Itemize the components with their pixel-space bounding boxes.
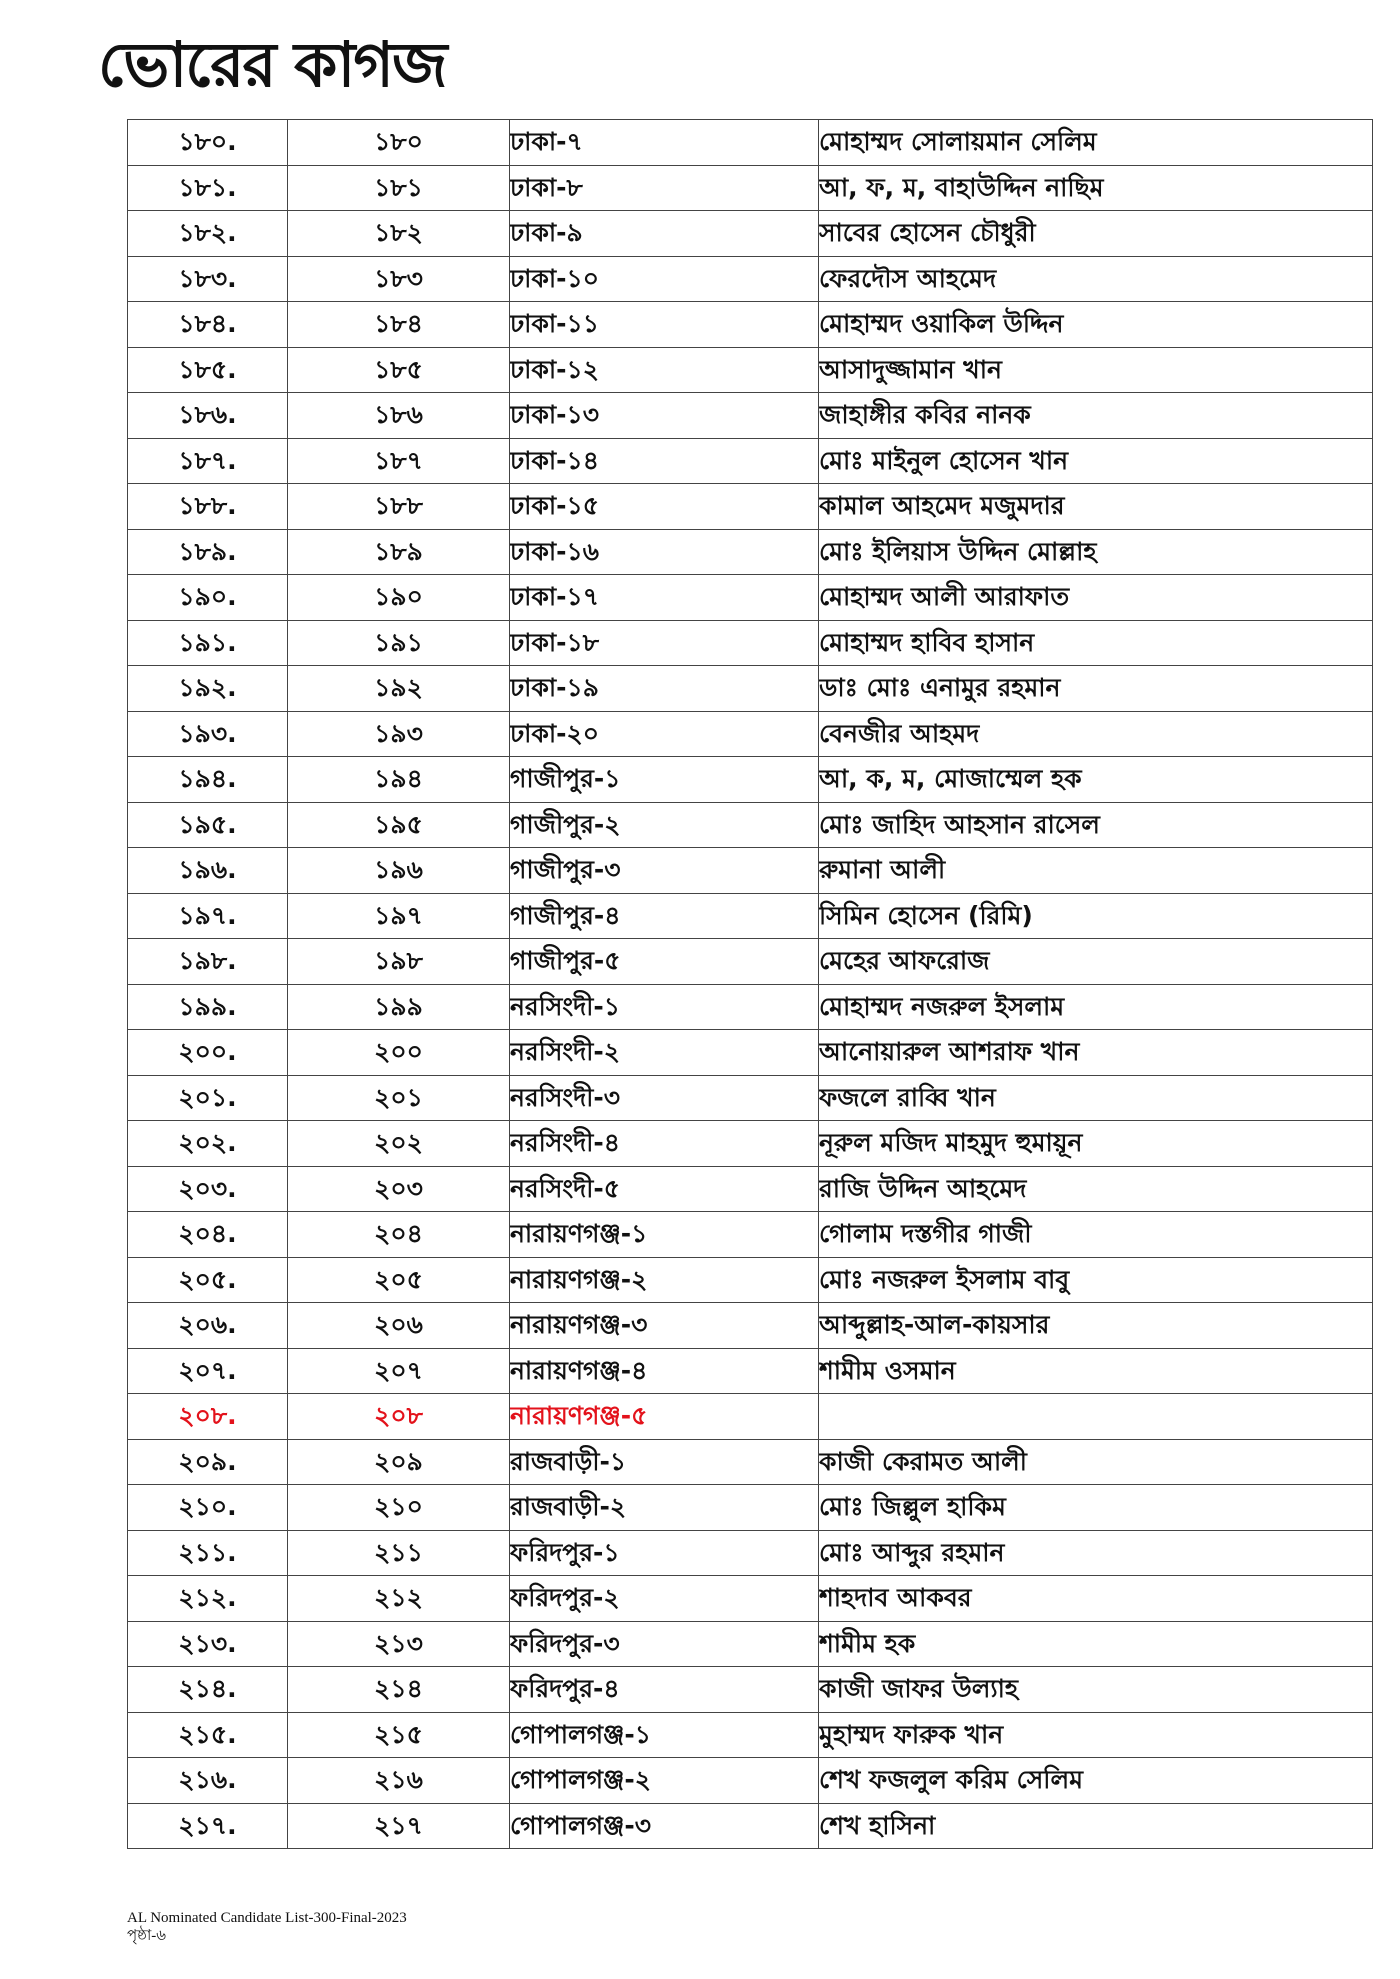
seat-code-cell: ১৮২ bbox=[288, 211, 510, 257]
candidate-table-body bbox=[128, 120, 1373, 1849]
serial-cell: ১৮৪. bbox=[128, 302, 288, 348]
table-row bbox=[128, 1030, 1373, 1076]
serial-cell: ১৮১. bbox=[128, 165, 288, 211]
constituency-cell: নারায়ণগঞ্জ-১ bbox=[510, 1212, 819, 1258]
constituency-cell: নারায়ণগঞ্জ-৫ bbox=[510, 1394, 819, 1440]
serial-cell: ২১২. bbox=[128, 1576, 288, 1622]
table-row bbox=[128, 1439, 1373, 1485]
serial-cell: ১৯৪. bbox=[128, 757, 288, 803]
table-row bbox=[128, 757, 1373, 803]
constituency-cell: গাজীপুর-৫ bbox=[510, 939, 819, 985]
table-row bbox=[128, 393, 1373, 439]
candidate-name-cell: জাহাঙ্গীর কবির নানক bbox=[819, 393, 1373, 439]
candidate-name-cell: মুহাম্মদ ফারুক খান bbox=[819, 1712, 1373, 1758]
table-row bbox=[128, 1667, 1373, 1713]
serial-cell: ২১৫. bbox=[128, 1712, 288, 1758]
seat-code-cell: ১৯১ bbox=[288, 620, 510, 666]
constituency-cell: নারায়ণগঞ্জ-২ bbox=[510, 1257, 819, 1303]
seat-code-cell: ১৮৪ bbox=[288, 302, 510, 348]
constituency-cell: গাজীপুর-৩ bbox=[510, 848, 819, 894]
constituency-cell: রাজবাড়ী-২ bbox=[510, 1485, 819, 1531]
serial-cell: ২০৫. bbox=[128, 1257, 288, 1303]
document-title: AL Nominated Candidate List-300-Final-2023 bbox=[127, 1910, 407, 1926]
table-row bbox=[128, 1530, 1373, 1576]
seat-code-cell: ১৯৫ bbox=[288, 802, 510, 848]
table-row bbox=[128, 120, 1373, 166]
table-row bbox=[128, 984, 1373, 1030]
table-row bbox=[128, 165, 1373, 211]
serial-cell: ২১০. bbox=[128, 1485, 288, 1531]
candidate-name-cell: শেখ ফজলুল করিম সেলিম bbox=[819, 1758, 1373, 1804]
table-row bbox=[128, 211, 1373, 257]
candidate-name-cell: ডাঃ মোঃ এনামুর রহমান bbox=[819, 666, 1373, 712]
constituency-cell: ঢাকা-১৬ bbox=[510, 529, 819, 575]
serial-cell: ২০৬. bbox=[128, 1303, 288, 1349]
serial-cell: ২১১. bbox=[128, 1530, 288, 1576]
serial-cell: ১৮০. bbox=[128, 120, 288, 166]
candidate-name-cell: রুমানা আলী bbox=[819, 848, 1373, 894]
serial-cell: ১৯৬. bbox=[128, 848, 288, 894]
candidate-name-cell: মোঃ মাইনুল হোসেন খান bbox=[819, 438, 1373, 484]
serial-cell: ১৮৬. bbox=[128, 393, 288, 439]
candidate-name-cell: মোঃ জিল্লুল হাকিম bbox=[819, 1485, 1373, 1531]
candidate-name-cell: মোহাম্মদ হাবিব হাসান bbox=[819, 620, 1373, 666]
candidate-name-cell: মোহাম্মদ সোলায়মান সেলিম bbox=[819, 120, 1373, 166]
candidate-name-cell: শামীম ওসমান bbox=[819, 1348, 1373, 1394]
candidate-name-cell: সিমিন হোসেন (রিমি) bbox=[819, 893, 1373, 939]
serial-cell: ২০৩. bbox=[128, 1166, 288, 1212]
table-row bbox=[128, 484, 1373, 530]
constituency-cell: ঢাকা-১০ bbox=[510, 256, 819, 302]
constituency-cell: গাজীপুর-২ bbox=[510, 802, 819, 848]
candidate-name-cell: আ, ফ, ম, বাহাউদ্দিন নাছিম bbox=[819, 165, 1373, 211]
constituency-cell: ফরিদপুর-২ bbox=[510, 1576, 819, 1622]
constituency-cell: গোপালগঞ্জ-২ bbox=[510, 1758, 819, 1804]
serial-cell: ২০১. bbox=[128, 1075, 288, 1121]
table-row bbox=[128, 666, 1373, 712]
candidate-name-cell: মোঃ আব্দুর রহমান bbox=[819, 1530, 1373, 1576]
constituency-cell: ঢাকা-২০ bbox=[510, 711, 819, 757]
table-row bbox=[128, 1621, 1373, 1667]
seat-code-cell: ২০২ bbox=[288, 1121, 510, 1167]
seat-code-cell: ১৮১ bbox=[288, 165, 510, 211]
candidate-name-cell: কামাল আহমেদ মজুমদার bbox=[819, 484, 1373, 530]
constituency-cell: ঢাকা-৯ bbox=[510, 211, 819, 257]
constituency-cell: নারায়ণগঞ্জ-৩ bbox=[510, 1303, 819, 1349]
table-row bbox=[128, 1075, 1373, 1121]
candidate-name-cell: রাজি উদ্দিন আহমেদ bbox=[819, 1166, 1373, 1212]
table-row bbox=[128, 848, 1373, 894]
seat-code-cell: ২১৩ bbox=[288, 1621, 510, 1667]
constituency-cell: রাজবাড়ী-১ bbox=[510, 1439, 819, 1485]
constituency-cell: ঢাকা-১৭ bbox=[510, 575, 819, 621]
candidate-name-cell: মেহের আফরোজ bbox=[819, 939, 1373, 985]
table-row bbox=[128, 1758, 1373, 1804]
serial-cell: ২১৬. bbox=[128, 1758, 288, 1804]
seat-code-cell: ২১৫ bbox=[288, 1712, 510, 1758]
table-row bbox=[128, 302, 1373, 348]
seat-code-cell: ১৯৭ bbox=[288, 893, 510, 939]
candidate-name-cell: আব্দুল্লাহ-আল-কায়সার bbox=[819, 1303, 1373, 1349]
constituency-cell: নরসিংদী-৪ bbox=[510, 1121, 819, 1167]
table-row bbox=[128, 1394, 1373, 1440]
seat-code-cell: ২১৪ bbox=[288, 1667, 510, 1713]
candidate-name-cell bbox=[819, 1394, 1373, 1440]
candidate-name-cell: মোঃ নজরুল ইসলাম বাবু bbox=[819, 1257, 1373, 1303]
seat-code-cell: ১৮৯ bbox=[288, 529, 510, 575]
constituency-cell: নরসিংদী-৩ bbox=[510, 1075, 819, 1121]
seat-code-cell: ২০৬ bbox=[288, 1303, 510, 1349]
candidate-name-cell: আসাদুজ্জামান খান bbox=[819, 347, 1373, 393]
candidate-name-cell: বেনজীর আহমদ bbox=[819, 711, 1373, 757]
serial-cell: ২০৯. bbox=[128, 1439, 288, 1485]
serial-cell: ২০২. bbox=[128, 1121, 288, 1167]
serial-cell: ১৮৮. bbox=[128, 484, 288, 530]
constituency-cell: ঢাকা-৭ bbox=[510, 120, 819, 166]
page-number: পৃষ্ঠা-৬ bbox=[127, 1928, 167, 1944]
table-row bbox=[128, 1803, 1373, 1849]
seat-code-cell: ২০৩ bbox=[288, 1166, 510, 1212]
serial-cell: ১৯৯. bbox=[128, 984, 288, 1030]
candidate-name-cell: সাবের হোসেন চৌধুরী bbox=[819, 211, 1373, 257]
newspaper-logo: ভোরের কাগজ bbox=[98, 28, 446, 101]
candidate-name-cell: নূরুল মজিদ মাহমুদ হুমায়ূন bbox=[819, 1121, 1373, 1167]
constituency-cell: নারায়ণগঞ্জ-৪ bbox=[510, 1348, 819, 1394]
serial-cell: ১৯২. bbox=[128, 666, 288, 712]
candidate-name-cell: গোলাম দস্তগীর গাজী bbox=[819, 1212, 1373, 1258]
constituency-cell: ঢাকা-১৫ bbox=[510, 484, 819, 530]
constituency-cell: ঢাকা-১১ bbox=[510, 302, 819, 348]
seat-code-cell: ১৮৭ bbox=[288, 438, 510, 484]
table-row bbox=[128, 1576, 1373, 1622]
constituency-cell: ফরিদপুর-৩ bbox=[510, 1621, 819, 1667]
seat-code-cell: ১৯০ bbox=[288, 575, 510, 621]
table-row bbox=[128, 802, 1373, 848]
table-row bbox=[128, 529, 1373, 575]
seat-code-cell: ২১২ bbox=[288, 1576, 510, 1622]
seat-code-cell: ২০৫ bbox=[288, 1257, 510, 1303]
table-row bbox=[128, 1712, 1373, 1758]
candidate-name-cell: ফজলে রাব্বি খান bbox=[819, 1075, 1373, 1121]
constituency-cell: ফরিদপুর-৪ bbox=[510, 1667, 819, 1713]
constituency-cell: গোপালগঞ্জ-৩ bbox=[510, 1803, 819, 1849]
candidate-name-cell: মোহাম্মদ ওয়াকিল উদ্দিন bbox=[819, 302, 1373, 348]
table-row bbox=[128, 1166, 1373, 1212]
seat-code-cell: ১৯২ bbox=[288, 666, 510, 712]
table-row bbox=[128, 347, 1373, 393]
table-row bbox=[128, 1212, 1373, 1258]
serial-cell: ১৯৩. bbox=[128, 711, 288, 757]
serial-cell: ১৯০. bbox=[128, 575, 288, 621]
candidate-name-cell: মোঃ ইলিয়াস উদ্দিন মোল্লাহ bbox=[819, 529, 1373, 575]
seat-code-cell: ২১৭ bbox=[288, 1803, 510, 1849]
candidate-name-cell: আনোয়ারুল আশরাফ খান bbox=[819, 1030, 1373, 1076]
constituency-cell: ঢাকা-৮ bbox=[510, 165, 819, 211]
serial-cell: ১৮২. bbox=[128, 211, 288, 257]
seat-code-cell: ১৮৬ bbox=[288, 393, 510, 439]
table-row bbox=[128, 620, 1373, 666]
serial-cell: ১৯৭. bbox=[128, 893, 288, 939]
serial-cell: ১৯১. bbox=[128, 620, 288, 666]
seat-code-cell: ২০৯ bbox=[288, 1439, 510, 1485]
constituency-cell: ফরিদপুর-১ bbox=[510, 1530, 819, 1576]
seat-code-cell: ১৯৬ bbox=[288, 848, 510, 894]
serial-cell: ২১৩. bbox=[128, 1621, 288, 1667]
candidate-name-cell: কাজী কেরামত আলী bbox=[819, 1439, 1373, 1485]
constituency-cell: ঢাকা-১৩ bbox=[510, 393, 819, 439]
table-row bbox=[128, 1121, 1373, 1167]
serial-cell: ২০৭. bbox=[128, 1348, 288, 1394]
seat-code-cell: ১৯৪ bbox=[288, 757, 510, 803]
seat-code-cell: ২১৬ bbox=[288, 1758, 510, 1804]
constituency-cell: নরসিংদী-২ bbox=[510, 1030, 819, 1076]
table-row bbox=[128, 1257, 1373, 1303]
candidate-name-cell: ফেরদৌস আহমেদ bbox=[819, 256, 1373, 302]
seat-code-cell: ২০১ bbox=[288, 1075, 510, 1121]
constituency-cell: ঢাকা-১৮ bbox=[510, 620, 819, 666]
candidate-name-cell: আ, ক, ম, মোজাম্মেল হক bbox=[819, 757, 1373, 803]
constituency-cell: গাজীপুর-৪ bbox=[510, 893, 819, 939]
serial-cell: ২০০. bbox=[128, 1030, 288, 1076]
page-footer bbox=[127, 1909, 407, 1945]
table-row bbox=[128, 1348, 1373, 1394]
serial-cell: ২০৮. bbox=[128, 1394, 288, 1440]
serial-cell: ১৯৮. bbox=[128, 939, 288, 985]
table-row bbox=[128, 893, 1373, 939]
serial-cell: ১৮৯. bbox=[128, 529, 288, 575]
seat-code-cell: ১৯৯ bbox=[288, 984, 510, 1030]
serial-cell: ১৯৫. bbox=[128, 802, 288, 848]
serial-cell: ২০৪. bbox=[128, 1212, 288, 1258]
candidate-name-cell: শাহদাব আকবর bbox=[819, 1576, 1373, 1622]
constituency-cell: ঢাকা-১৯ bbox=[510, 666, 819, 712]
constituency-cell: গাজীপুর-১ bbox=[510, 757, 819, 803]
serial-cell: ২১৭. bbox=[128, 1803, 288, 1849]
candidate-name-cell: কাজী জাফর উল্যাহ bbox=[819, 1667, 1373, 1713]
seat-code-cell: ১৮৩ bbox=[288, 256, 510, 302]
table-row bbox=[128, 256, 1373, 302]
constituency-cell: ঢাকা-১২ bbox=[510, 347, 819, 393]
serial-cell: ১৮৫. bbox=[128, 347, 288, 393]
candidate-table bbox=[127, 119, 1373, 1849]
candidate-name-cell: শামীম হক bbox=[819, 1621, 1373, 1667]
table-row bbox=[128, 438, 1373, 484]
seat-code-cell: ২১১ bbox=[288, 1530, 510, 1576]
seat-code-cell: ১৯৩ bbox=[288, 711, 510, 757]
candidate-name-cell: মোহাম্মদ আলী আরাফাত bbox=[819, 575, 1373, 621]
seat-code-cell: ১৮৮ bbox=[288, 484, 510, 530]
table-row bbox=[128, 575, 1373, 621]
constituency-cell: ঢাকা-১৪ bbox=[510, 438, 819, 484]
seat-code-cell: ২০৭ bbox=[288, 1348, 510, 1394]
seat-code-cell: ২০৮ bbox=[288, 1394, 510, 1440]
constituency-cell: নরসিংদী-১ bbox=[510, 984, 819, 1030]
seat-code-cell: ২০০ bbox=[288, 1030, 510, 1076]
seat-code-cell: ২১০ bbox=[288, 1485, 510, 1531]
serial-cell: ২১৪. bbox=[128, 1667, 288, 1713]
seat-code-cell: ২০৪ bbox=[288, 1212, 510, 1258]
seat-code-cell: ১৯৮ bbox=[288, 939, 510, 985]
table-row bbox=[128, 939, 1373, 985]
constituency-cell: নরসিংদী-৫ bbox=[510, 1166, 819, 1212]
table-row bbox=[128, 711, 1373, 757]
table-row bbox=[128, 1303, 1373, 1349]
constituency-cell: গোপালগঞ্জ-১ bbox=[510, 1712, 819, 1758]
candidate-name-cell: মোঃ জাহিদ আহসান রাসেল bbox=[819, 802, 1373, 848]
serial-cell: ১৮৭. bbox=[128, 438, 288, 484]
table-row bbox=[128, 1485, 1373, 1531]
seat-code-cell: ১৮০ bbox=[288, 120, 510, 166]
candidate-name-cell: মোহাম্মদ নজরুল ইসলাম bbox=[819, 984, 1373, 1030]
serial-cell: ১৮৩. bbox=[128, 256, 288, 302]
seat-code-cell: ১৮৫ bbox=[288, 347, 510, 393]
candidate-name-cell: শেখ হাসিনা bbox=[819, 1803, 1373, 1849]
